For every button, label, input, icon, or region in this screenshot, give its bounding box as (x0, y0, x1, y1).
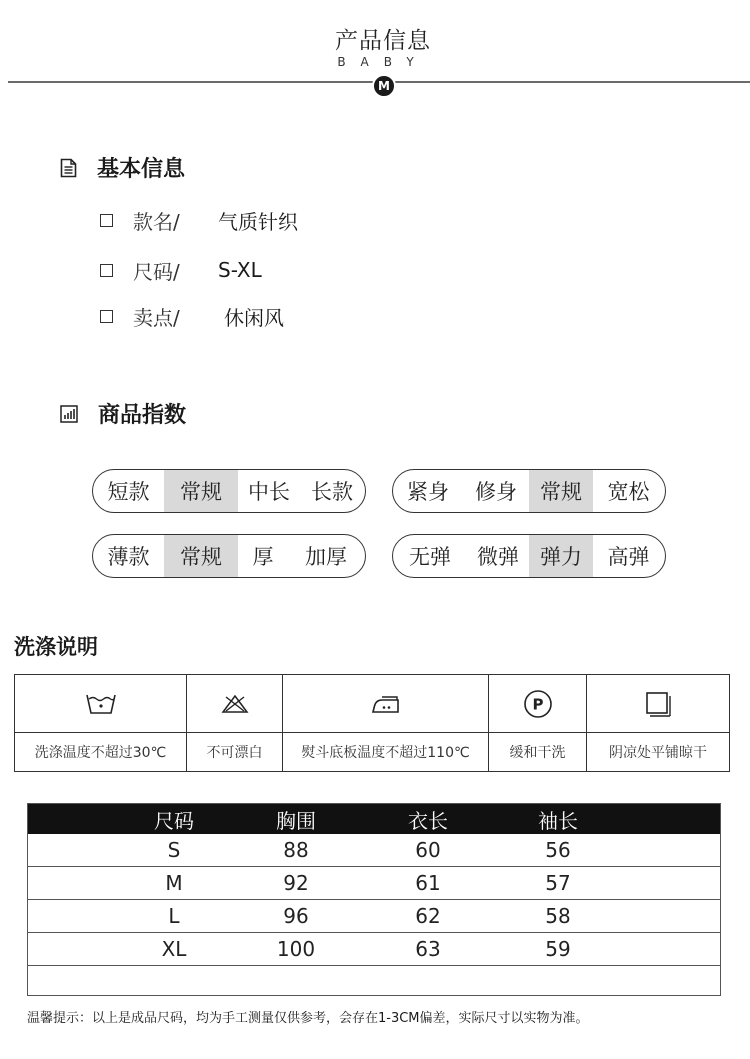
brand-badge: M (372, 74, 396, 98)
table-row (28, 834, 720, 867)
elasticity-index-group (392, 534, 666, 578)
column-header: 胸围 (276, 808, 316, 833)
info-label: 尺码/ (133, 259, 180, 284)
info-row (100, 302, 284, 330)
table-row (28, 900, 720, 933)
info-value: 气质针织 (218, 209, 298, 234)
footnote: 温馨提示：以上是成品尺码，均为手工测量仅供参考，会存在1-3CM偏差，实际尺寸以实物为准。 (27, 1011, 589, 1026)
index-option: 厚 (252, 545, 274, 569)
washing-table (14, 674, 730, 772)
washing-item (15, 675, 187, 771)
index-option: 薄款 (107, 545, 150, 569)
column-header: 衣长 (408, 808, 448, 833)
washing-item (187, 675, 283, 771)
index-option: 紧身 (407, 480, 449, 504)
index-option: 长款 (311, 480, 353, 504)
page-title: 产品信息 (335, 28, 431, 54)
table-row (28, 867, 720, 900)
table-cell: 92 (283, 871, 309, 895)
dry-flat-shade-icon (645, 691, 671, 717)
iron-icon (370, 693, 402, 715)
index-option: 中长 (248, 480, 290, 504)
washing-heading: 洗涤说明 (14, 635, 98, 659)
table-cell: 59 (545, 937, 571, 961)
size-table (27, 803, 721, 996)
table-row (28, 966, 720, 999)
info-row (100, 206, 298, 234)
index-option-selected: 常规 (164, 535, 238, 577)
index-option-selected: 常规 (164, 470, 238, 512)
table-cell (246, 966, 346, 999)
dry-clean-p-icon (523, 689, 553, 719)
table-cell (124, 966, 224, 999)
basic-info-heading-text: 基本信息 (97, 157, 186, 182)
table-cell: S (167, 838, 181, 862)
checkbox-icon (100, 264, 113, 277)
washing-text: 阴凉处平铺晾干 (609, 745, 707, 761)
index-option: 宽松 (607, 480, 650, 504)
table-cell: 96 (283, 904, 309, 928)
wash-30-icon (86, 693, 116, 715)
info-value: S-XL (218, 258, 262, 282)
index-option: 微弹 (477, 545, 519, 569)
table-cell: 58 (545, 904, 571, 928)
index-option: 加厚 (305, 545, 347, 569)
product-index-heading (60, 398, 186, 429)
size-table-header (28, 804, 720, 834)
table-cell: XL (161, 937, 187, 961)
washing-text: 洗涤温度不超过30℃ (34, 745, 167, 761)
table-cell: 62 (415, 904, 441, 928)
table-cell (508, 966, 608, 999)
table-row (28, 933, 720, 966)
fit-index-group (392, 469, 666, 513)
table-cell: 88 (283, 838, 309, 862)
table-cell (378, 966, 478, 999)
column-header: 尺码 (154, 808, 194, 833)
basic-info-heading (60, 152, 185, 183)
washing-text: 不可漂白 (206, 745, 263, 761)
info-value: 休闲风 (224, 305, 284, 330)
product-index-heading-text: 商品指数 (98, 403, 187, 428)
table-cell: 57 (545, 871, 571, 895)
table-cell: 60 (415, 838, 441, 862)
washing-item (587, 675, 729, 771)
washing-item (489, 675, 587, 771)
info-label: 款名/ (133, 209, 180, 234)
table-cell: L (168, 904, 180, 928)
bar-chart-icon (60, 405, 78, 423)
column-header: 袖长 (538, 808, 578, 833)
index-option: 短款 (107, 480, 150, 504)
washing-text: 熨斗底板温度不超过110℃ (301, 745, 470, 761)
washing-text: 缓和干洗 (509, 745, 566, 761)
table-cell: 56 (545, 838, 571, 862)
index-option-selected: 弹力 (529, 535, 593, 577)
index-option-selected: 常规 (529, 470, 593, 512)
checkbox-icon (100, 310, 113, 323)
checkbox-icon (100, 214, 113, 227)
table-cell: 61 (415, 871, 441, 895)
index-option: 修身 (475, 480, 517, 504)
table-cell: 63 (415, 937, 441, 961)
table-cell: M (165, 871, 183, 895)
index-option: 无弹 (409, 545, 451, 569)
index-option: 高弹 (607, 545, 650, 569)
info-row (100, 256, 262, 284)
document-icon (60, 158, 77, 178)
length-index-group (92, 469, 366, 513)
table-cell: 100 (276, 937, 316, 961)
dry-clean-symbol: P (532, 695, 543, 713)
page-subtitle: BABY (337, 55, 429, 69)
no-bleach-icon (220, 693, 250, 715)
washing-item (283, 675, 489, 771)
thickness-index-group (92, 534, 366, 578)
info-label: 卖点/ (133, 305, 180, 330)
